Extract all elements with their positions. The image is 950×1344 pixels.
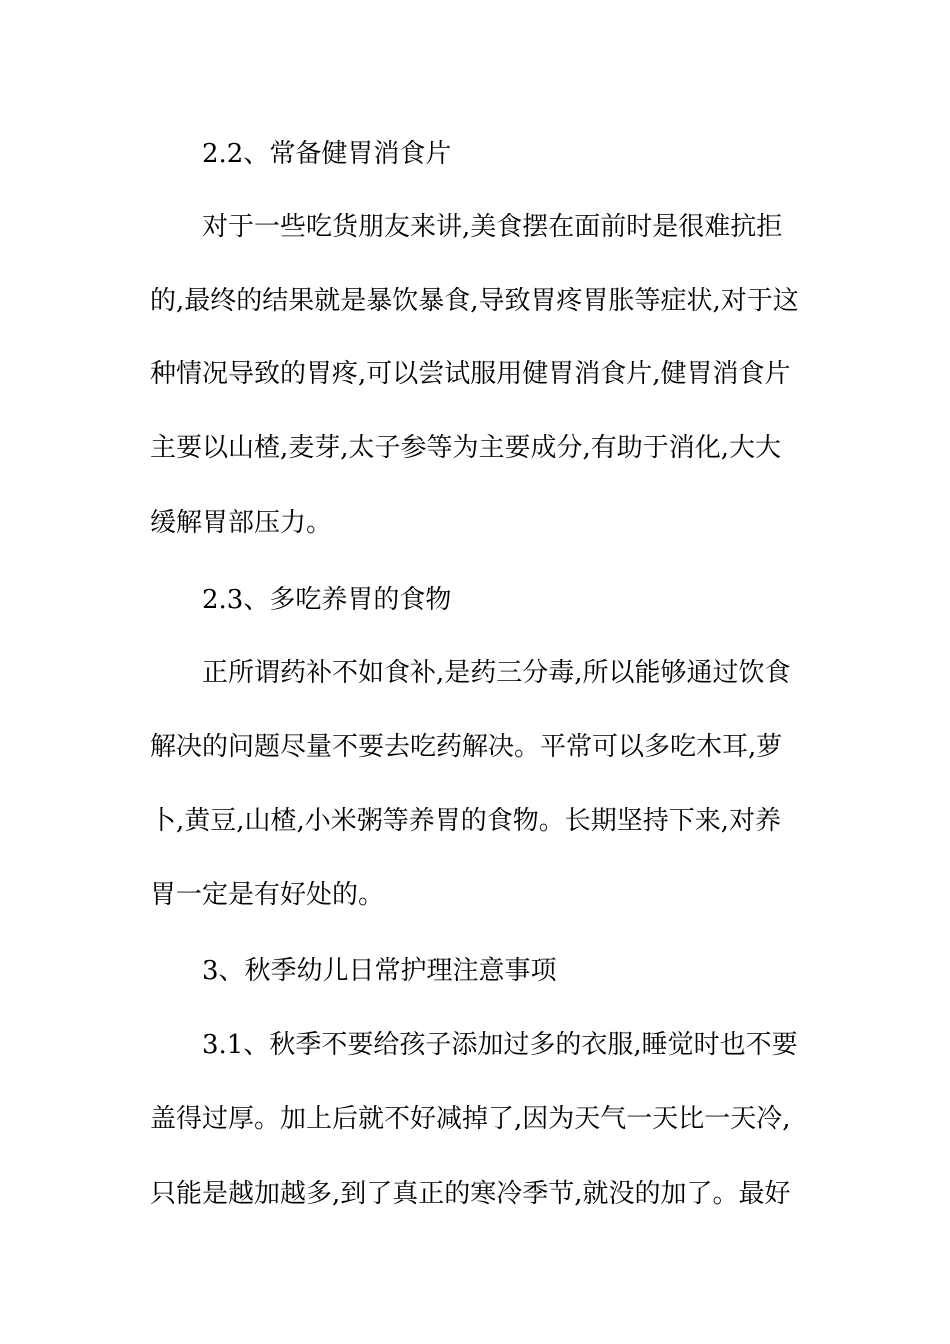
heading-3: 3、秋季幼儿日常护理注意事项	[202, 956, 557, 986]
paragraph-line: 正所谓药补不如食补,是药三分毒,所以能够通过饮食	[202, 658, 791, 688]
paragraph-line: 对于一些吃货朋友来讲,美食摆在面前时是很难抗拒	[202, 212, 783, 242]
paragraph-line: 只能是越加越多,到了真正的寒冷季节,就没的加了。最好	[150, 1179, 791, 1209]
paragraph-line: 盖得过厚。加上后就不好减掉了,因为天气一天比一天冷,	[150, 1104, 791, 1134]
paragraph-line: 胃一定是有好处的。	[150, 880, 385, 910]
paragraph-line: 种情况导致的胃疼,可以尝试服用健胃消食片,健胃消食片	[150, 359, 791, 389]
paragraph-line: 卜,黄豆,山楂,小米粥等养胃的食物。长期坚持下来,对养	[150, 806, 782, 836]
paragraph-line: 主要以山楂,麦芽,太子参等为主要成分,有助于消化,大大	[150, 433, 782, 463]
heading-2-3: 2.3、多吃养胃的食物	[202, 585, 452, 615]
paragraph-line: 3.1、秋季不要给孩子添加过多的衣服,睡觉时也不要	[202, 1030, 798, 1060]
heading-2-2: 2.2、常备健胃消食片	[202, 139, 452, 169]
paragraph-line: 缓解胃部压力。	[150, 508, 333, 538]
paragraph-line: 解决的问题尽量不要去吃药解决。平常可以多吃木耳,萝	[150, 732, 783, 762]
paragraph-line: 的,最终的结果就是暴饮暴食,导致胃疼胃胀等症状,对于这	[150, 286, 799, 316]
